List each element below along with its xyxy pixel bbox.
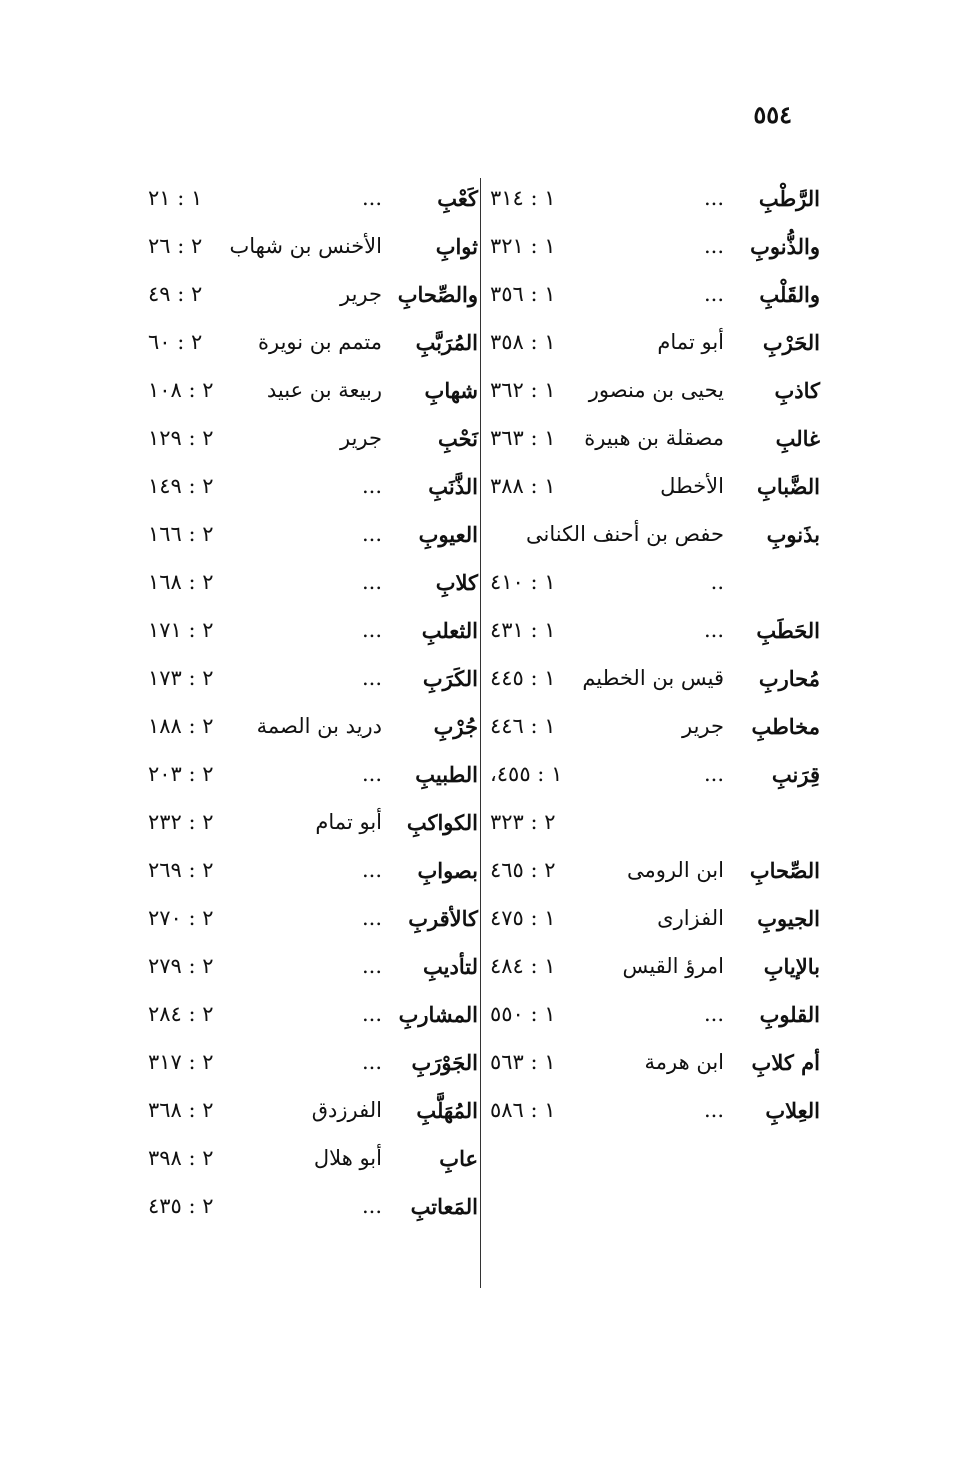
index-entry — [490, 514, 820, 562]
poet-name: ... — [361, 1002, 382, 1026]
volume-page-ref: ١ : ٤٤٥ — [490, 666, 556, 690]
poet-name: ... — [703, 618, 724, 642]
index-entry — [490, 322, 820, 370]
index-entry — [148, 610, 478, 658]
rhyme-word: بالإيابِ — [763, 954, 820, 979]
volume-page-ref: ٢ : ٤٩ — [148, 282, 203, 306]
rhyme-word: والصِّحابِ — [397, 282, 478, 307]
rhyme-word: كالأقربِ — [408, 906, 478, 931]
volume-page-ref: ٢ : ٢٦ — [148, 234, 203, 258]
rhyme-word: المُرَبَّبِ — [415, 330, 478, 355]
volume-page-ref: ١ : ٤١٠ — [490, 570, 556, 594]
volume-page-ref: ٢ : ٢٦٩ — [148, 858, 214, 882]
rhyme-word: كَعْبِ — [437, 186, 478, 211]
rhyme-word: الثعلبِ — [421, 618, 478, 643]
poet-name: ... — [703, 186, 724, 210]
index-entry — [148, 946, 478, 994]
index-entry — [148, 658, 478, 706]
volume-page-ref: ٢ : ١٢٩ — [148, 426, 214, 450]
index-entry — [490, 418, 820, 466]
index-entry — [490, 946, 820, 994]
volume-page-ref: ٢ : ١٧١ — [148, 618, 214, 642]
rhyme-word: والقَلْبِ — [759, 282, 820, 307]
rhyme-word: نَحْبِ — [437, 426, 478, 451]
rhyme-word: مُحاربِ — [758, 666, 820, 691]
index-entry — [148, 898, 478, 946]
rhyme-word: الكَرَبِ — [422, 666, 478, 691]
rhyme-word: لتأديبِ — [423, 954, 478, 979]
index-entry — [148, 802, 478, 850]
rhyme-word: الضَّبابِ — [757, 474, 820, 499]
index-column-right — [490, 178, 820, 1138]
volume-page-ref: ١ : ٥٨٦ — [490, 1098, 556, 1122]
volume-page-ref: ١ : ٣٥٨ — [490, 330, 556, 354]
volume-page-ref: ٢ : ٢٧٩ — [148, 954, 214, 978]
poet-name: ابن الرومى — [626, 858, 724, 882]
index-entry — [148, 178, 478, 226]
index-entry — [490, 274, 820, 322]
rhyme-word: الكواكبِ — [406, 810, 478, 835]
rhyme-word: المَعاتبِ — [410, 1194, 478, 1219]
index-entry — [490, 562, 820, 610]
index-entry — [148, 562, 478, 610]
poet-name: الأخطل — [660, 474, 724, 498]
poet-name: دريد بن الصمة — [256, 714, 382, 738]
index-entry — [148, 1186, 478, 1234]
volume-page-ref: ٢ : ١٤٩ — [148, 474, 214, 498]
poet-name: .. — [710, 570, 724, 594]
poet-name: ... — [361, 522, 382, 546]
poet-name: ... — [361, 1194, 382, 1218]
index-entry — [148, 274, 478, 322]
volume-page-ref: ١ : ٥٥٠ — [490, 1002, 556, 1026]
poet-name: مصقلة بن هبيرة — [584, 426, 724, 450]
rhyme-word: الحَطَبِ — [756, 618, 820, 643]
rhyme-word: غالبِ — [775, 426, 820, 451]
poet-name: متمم بن نويرة — [257, 330, 382, 354]
rhyme-word: الطبيبِ — [415, 762, 478, 787]
volume-page-ref: ٢ : ٤٣٥ — [148, 1194, 214, 1218]
index-entry — [490, 370, 820, 418]
index-entry — [490, 802, 820, 850]
index-entry — [490, 466, 820, 514]
poet-name: ... — [361, 762, 382, 786]
poet-name: ... — [703, 762, 724, 786]
rhyme-word: الجيوبِ — [757, 906, 820, 931]
index-entry — [148, 226, 478, 274]
volume-page-ref: ٢ : ٢٠٣ — [148, 762, 214, 786]
poet-name: ... — [703, 234, 724, 258]
rhyme-word: العيوبِ — [418, 522, 478, 547]
poet-name: ... — [361, 954, 382, 978]
rhyme-word: والذُّنوبِ — [750, 234, 820, 259]
index-entry — [148, 994, 478, 1042]
rhyme-word: المُهَلَّبِ — [416, 1098, 478, 1123]
rhyme-word: الذَّنَبِ — [428, 474, 478, 499]
volume-page-ref: ١ : ٣٦٣ — [490, 426, 556, 450]
index-entry — [148, 850, 478, 898]
volume-page-ref: ٢ : ١٧٣ — [148, 666, 214, 690]
index-entry — [490, 226, 820, 274]
poet-name: جرير — [340, 282, 382, 306]
rhyme-word: الصِّحابِ — [749, 858, 820, 883]
poet-name: جرير — [340, 426, 382, 450]
poet-name: ... — [361, 666, 382, 690]
poet-name: حفص بن أحنف الكنانى — [526, 522, 724, 546]
rhyme-word: جُرْبِ — [433, 714, 478, 739]
index-entry — [148, 1042, 478, 1090]
volume-page-ref: ٢ : ٢٣٢ — [148, 810, 214, 834]
poet-name: ... — [703, 1002, 724, 1026]
poet-name: قيس بن الخطيم — [582, 666, 724, 690]
index-entry — [148, 754, 478, 802]
rhyme-word: المشاربِ — [398, 1002, 478, 1027]
volume-page-ref: ١ : ٣٢١ — [490, 234, 556, 258]
index-entry — [148, 370, 478, 418]
rhyme-word: مخاطبِ — [751, 714, 820, 739]
index-entry — [148, 1138, 478, 1186]
poet-name: الأخنس بن شهاب — [229, 234, 382, 258]
poet-name: جرير — [682, 714, 724, 738]
poet-name: الفزارى — [657, 906, 724, 930]
rhyme-word: قِرَنبِ — [771, 762, 820, 787]
index-entry — [148, 1090, 478, 1138]
volume-page-ref: ٢ : ٣٦٨ — [148, 1098, 214, 1122]
rhyme-word: الحَرْبِ — [762, 330, 820, 355]
volume-page-ref: ١ : ٤٥٥، — [490, 762, 563, 786]
volume-page-ref: ١ : ٤٧٥ — [490, 906, 556, 930]
index-entry — [490, 1042, 820, 1090]
rhyme-word: أم كلابِ — [751, 1050, 820, 1075]
poet-name: ... — [361, 570, 382, 594]
poet-name: ... — [361, 906, 382, 930]
volume-page-ref: ١ : ٣٥٦ — [490, 282, 556, 306]
volume-page-ref: ١ : ٥٦٣ — [490, 1050, 556, 1074]
column-divider — [480, 178, 481, 1288]
volume-page-ref: ١ : ٣٨٨ — [490, 474, 556, 498]
volume-page-ref: ٢ : ٣٩٨ — [148, 1146, 214, 1170]
poet-name: ... — [361, 1050, 382, 1074]
index-entry — [148, 706, 478, 754]
poet-name: ... — [703, 1098, 724, 1122]
poet-name: ... — [703, 282, 724, 306]
volume-page-ref: ١ : ٤٣١ — [490, 618, 556, 642]
index-entry — [490, 706, 820, 754]
poet-name: ... — [361, 186, 382, 210]
index-entry — [490, 994, 820, 1042]
poet-name: أبو تمام — [315, 810, 382, 834]
index-column-left — [148, 178, 478, 1234]
index-entry — [148, 466, 478, 514]
poet-name: ... — [361, 618, 382, 642]
volume-page-ref: ٢ : ٣١٧ — [148, 1050, 214, 1074]
index-entry — [490, 178, 820, 226]
volume-page-ref: ٢ : ١٦٨ — [148, 570, 214, 594]
rhyme-word: العِلابِ — [765, 1098, 820, 1123]
poet-name: ربيعة بن عبيد — [266, 378, 382, 402]
index-entry — [490, 850, 820, 898]
rhyme-word: عابِ — [439, 1146, 478, 1171]
volume-page-ref: ١ : ٢١ — [148, 186, 203, 210]
rhyme-word: ثوابِ — [435, 234, 478, 259]
poet-name: امرؤ القيس — [622, 954, 724, 978]
rhyme-word: القلوبِ — [759, 1002, 820, 1027]
rhyme-word: الرَّطْبِ — [758, 186, 820, 211]
volume-page-ref: ٢ : ٦٠ — [148, 330, 203, 354]
index-entry — [148, 418, 478, 466]
volume-page-ref: ١ : ٤٤٦ — [490, 714, 556, 738]
volume-page-ref: ١ : ٤٨٤ — [490, 954, 556, 978]
volume-page-ref: ٢ : ١٠٨ — [148, 378, 214, 402]
index-entry — [490, 1090, 820, 1138]
volume-page-ref: ١ : ٣١٤ — [490, 186, 556, 210]
poet-name: أبو هلال — [313, 1146, 382, 1170]
page-number: ٥٥٤ — [753, 100, 792, 129]
index-entry — [490, 658, 820, 706]
rhyme-word: بصوابِ — [417, 858, 478, 883]
rhyme-word: بذَنوبِ — [766, 522, 820, 547]
poet-name: ... — [361, 474, 382, 498]
volume-page-ref: ٢ : ١٦٦ — [148, 522, 214, 546]
rhyme-word: كلابِ — [435, 570, 478, 595]
index-entry — [490, 898, 820, 946]
index-entry — [148, 514, 478, 562]
index-entry — [148, 322, 478, 370]
index-entry — [490, 610, 820, 658]
volume-page-ref: ٢ : ٢٧٠ — [148, 906, 214, 930]
poet-name: ... — [361, 858, 382, 882]
index-entry — [490, 754, 820, 802]
volume-page-ref: ٢ : ١٨٨ — [148, 714, 214, 738]
volume-page-ref: ١ : ٣٦٢ — [490, 378, 556, 402]
rhyme-word: كاذبِ — [774, 378, 820, 403]
rhyme-word: الجَوْرَبِ — [411, 1050, 478, 1075]
rhyme-word: شهابِ — [424, 378, 478, 403]
poet-name: يحيى بن منصور — [588, 378, 724, 402]
volume-page-ref: ٢ : ٢٨٤ — [148, 1002, 214, 1026]
poet-name: الفرزدق — [311, 1098, 382, 1122]
poet-name: ابن هرمة — [644, 1050, 724, 1074]
volume-page-ref: ٢ : ٤٦٥ — [490, 858, 556, 882]
volume-page-ref: ٢ : ٣٢٣ — [490, 810, 556, 834]
poet-name: أبو تمام — [657, 330, 724, 354]
